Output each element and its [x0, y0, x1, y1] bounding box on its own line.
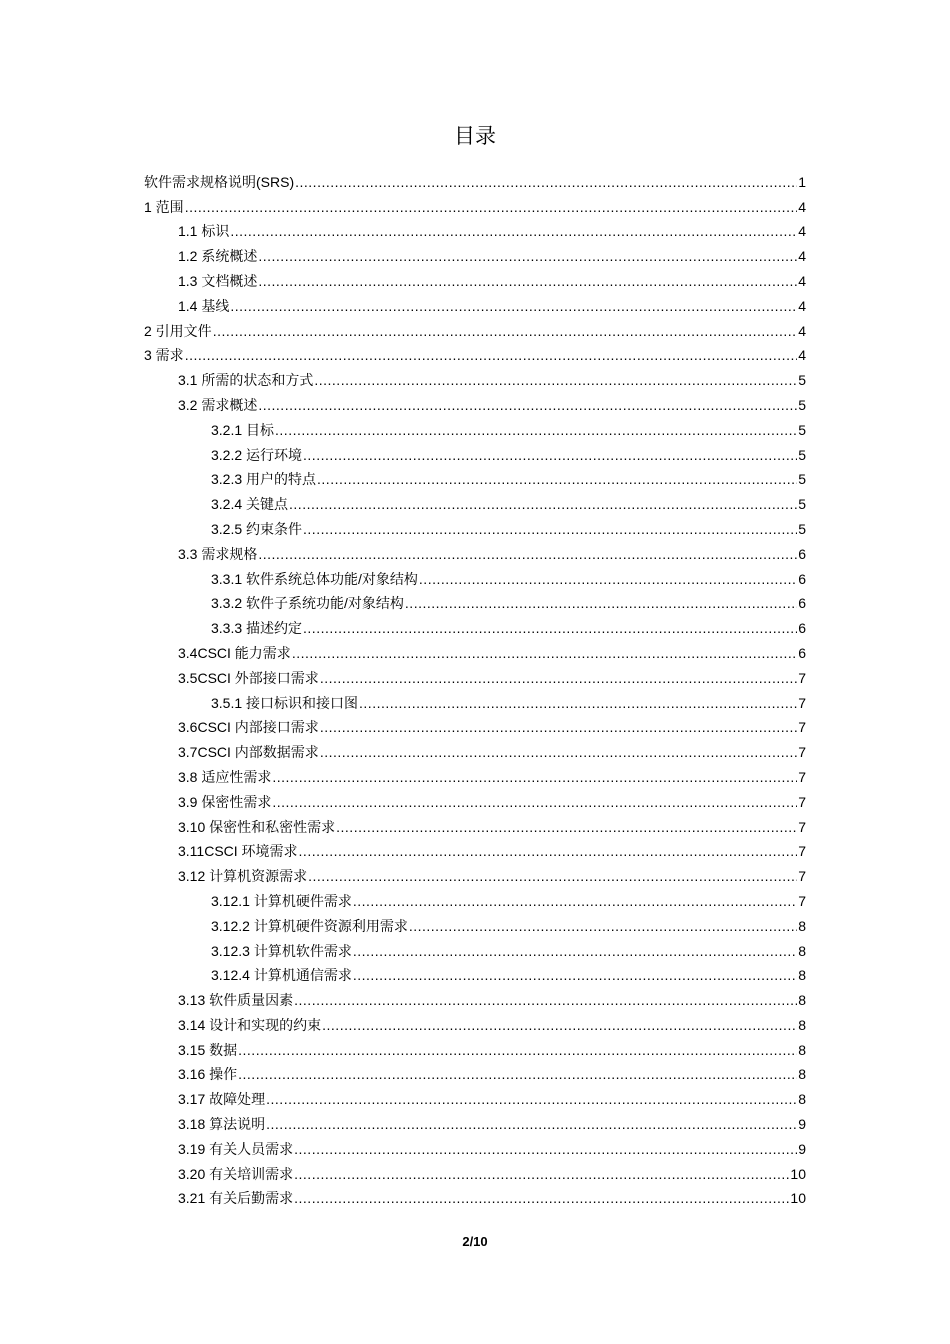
toc-entry-title: 3.12.4 计算机通信需求	[211, 967, 352, 984]
dot-leader	[303, 520, 797, 538]
dot-leader	[359, 694, 797, 712]
toc-entry-title: 3.5CSCI 外部接口需求	[178, 669, 319, 686]
dot-leader	[405, 594, 797, 612]
toc-entry-page: 7	[798, 868, 806, 885]
toc-entry-page: 8	[798, 967, 806, 984]
toc-entry[interactable]	[144, 1158, 806, 1183]
page-number-footer: 2/10	[462, 1234, 488, 1249]
dot-leader	[303, 619, 797, 637]
toc-entry[interactable]	[144, 687, 806, 712]
toc-entry[interactable]	[144, 315, 806, 340]
toc-entry[interactable]	[144, 612, 806, 637]
toc-entry-title: 3.3 需求规格	[178, 545, 258, 562]
dot-leader	[320, 718, 797, 736]
toc-entry-title: 3.3.2 软件子系统功能/对象结构	[211, 595, 404, 612]
toc-entry[interactable]	[144, 588, 806, 613]
toc-entry-page: 8	[798, 1041, 806, 1058]
toc-entry-title: 3.12.2 计算机硬件资源利用需求	[211, 917, 408, 934]
dot-leader	[213, 322, 798, 340]
toc-entry-title: 3.2 需求概述	[178, 396, 258, 413]
dot-leader	[294, 1140, 797, 1158]
toc-entry[interactable]	[144, 761, 806, 786]
toc-entry-title: 3.12 计算机资源需求	[178, 868, 308, 885]
dot-leader	[266, 1115, 797, 1133]
toc-entry-page: 7	[798, 892, 806, 909]
toc-entry-title: 3.3.3 描述约定	[211, 620, 303, 637]
toc-entry[interactable]	[144, 885, 806, 910]
dot-leader	[292, 644, 797, 662]
dot-leader	[419, 570, 797, 588]
toc-entry-page: 9	[798, 1140, 806, 1157]
toc-entry-page: 6	[798, 570, 806, 587]
toc-entry[interactable]	[144, 836, 806, 861]
dot-leader	[258, 247, 797, 265]
dot-leader	[314, 371, 797, 389]
toc-entry-title: 3.10 保密性和私密性需求	[178, 818, 336, 835]
dot-leader	[272, 793, 797, 811]
toc-entry-page: 5	[798, 471, 806, 488]
dot-leader	[294, 991, 797, 1009]
toc-entry-page: 8	[798, 1016, 806, 1033]
toc-entry-page: 5	[798, 421, 806, 438]
toc-entry[interactable]	[144, 1034, 806, 1059]
toc-entry-page: 7	[798, 694, 806, 711]
toc-entry-page: 5	[798, 446, 806, 463]
toc-entry-title: 3.2.4 关键点	[211, 496, 289, 513]
toc-entry[interactable]	[144, 166, 806, 191]
dot-leader	[258, 272, 797, 290]
toc-entry[interactable]	[144, 563, 806, 588]
toc-entry-page: 8	[798, 942, 806, 959]
toc-title: 目录	[454, 124, 496, 148]
toc-entry[interactable]	[144, 786, 806, 811]
toc-entry[interactable]	[144, 960, 806, 985]
toc-entry-title: 3.2.1 目标	[211, 421, 275, 438]
toc-entry[interactable]	[144, 240, 806, 265]
toc-entry[interactable]	[144, 191, 806, 216]
toc-entry[interactable]	[144, 662, 806, 687]
toc-entry[interactable]	[144, 910, 806, 935]
table-of-contents	[144, 166, 806, 1207]
toc-entry-page: 7	[798, 843, 806, 860]
dot-leader	[322, 1016, 797, 1034]
toc-entry-title: 3.8 适应性需求	[178, 768, 272, 785]
dot-leader	[295, 173, 797, 191]
toc-entry[interactable]	[144, 935, 806, 960]
toc-entry-title: 3.21 有关后勤需求	[178, 1190, 294, 1207]
toc-entry-page: 8	[798, 1091, 806, 1108]
toc-entry-title: 1.3 文档概述	[178, 272, 258, 289]
toc-entry-title: 2 引用文件	[144, 322, 212, 339]
toc-entry-page: 6	[798, 620, 806, 637]
toc-entry-title: 3.4CSCI 能力需求	[178, 644, 291, 661]
dot-leader	[272, 768, 797, 786]
toc-entry[interactable]	[144, 464, 806, 489]
toc-entry[interactable]	[144, 389, 806, 414]
toc-entry-page: 1	[798, 173, 806, 190]
toc-entry[interactable]	[144, 1083, 806, 1108]
dot-leader	[230, 222, 797, 240]
toc-entry[interactable]	[144, 290, 806, 315]
dot-leader	[266, 1090, 797, 1108]
toc-entry-title: 3.18 算法说明	[178, 1116, 266, 1133]
toc-entry-page: 6	[798, 644, 806, 661]
toc-entry-page: 10	[790, 1190, 806, 1207]
toc-entry-page: 4	[798, 297, 806, 314]
toc-entry-title: 3.20 有关培训需求	[178, 1165, 294, 1182]
toc-entry[interactable]	[144, 1059, 806, 1084]
toc-entry-page: 6	[798, 545, 806, 562]
dot-leader	[353, 966, 797, 984]
toc-entry-title: 软件需求规格说明(SRS)	[144, 173, 295, 190]
toc-entry-page: 7	[798, 768, 806, 785]
dot-leader	[353, 942, 797, 960]
dot-leader	[299, 842, 798, 860]
toc-entry[interactable]	[144, 439, 806, 464]
dot-leader	[320, 669, 797, 687]
toc-entry[interactable]	[144, 860, 806, 885]
dot-leader	[409, 917, 797, 935]
dot-leader	[185, 198, 798, 216]
dot-leader	[185, 346, 798, 364]
toc-entry-title: 1.1 标识	[178, 223, 230, 240]
toc-entry-title: 1 范围	[144, 198, 184, 215]
toc-entry-page: 9	[798, 1116, 806, 1133]
toc-entry[interactable]	[144, 340, 806, 365]
toc-entry-title: 3.17 故障处理	[178, 1091, 266, 1108]
toc-entry-page: 10	[790, 1165, 806, 1182]
toc-entry-title: 3.14 设计和实现的约束	[178, 1016, 322, 1033]
toc-entry-page: 8	[798, 992, 806, 1009]
toc-entry-title: 3 需求	[144, 347, 184, 364]
toc-entry[interactable]	[144, 513, 806, 538]
toc-entry-title: 3.2.3 用户的特点	[211, 471, 317, 488]
dot-leader	[294, 1189, 789, 1207]
toc-entry-page: 4	[798, 198, 806, 215]
toc-entry-page: 8	[798, 917, 806, 934]
dot-leader	[238, 1041, 797, 1059]
toc-entry-title: 3.2.2 运行环境	[211, 446, 303, 463]
toc-entry-page: 6	[798, 595, 806, 612]
toc-entry[interactable]	[144, 637, 806, 662]
toc-entry-title: 3.12.3 计算机软件需求	[211, 942, 352, 959]
dot-leader	[289, 495, 797, 513]
toc-entry-title: 3.5.1 接口标识和接口图	[211, 694, 359, 711]
toc-entry-page: 5	[798, 372, 806, 389]
dot-leader	[294, 1165, 789, 1183]
toc-entry-page: 7	[798, 793, 806, 810]
toc-entry-page: 4	[798, 248, 806, 265]
toc-entry-page: 4	[798, 223, 806, 240]
toc-entry-page: 8	[798, 1066, 806, 1083]
toc-entry-title: 3.3.1 软件系统总体功能/对象结构	[211, 570, 418, 587]
toc-entry[interactable]	[144, 414, 806, 439]
toc-entry[interactable]	[144, 216, 806, 241]
toc-entry-title: 3.15 数据	[178, 1041, 238, 1058]
toc-entry-title: 3.1 所需的状态和方式	[178, 372, 314, 389]
toc-entry-title: 1.4 基线	[178, 297, 230, 314]
toc-entry-title: 1.2 系统概述	[178, 248, 258, 265]
toc-entry[interactable]	[144, 265, 806, 290]
toc-entry[interactable]	[144, 1183, 806, 1208]
toc-entry-title: 3.11CSCI 环境需求	[178, 843, 298, 860]
dot-leader	[275, 421, 797, 439]
toc-entry-page: 4	[798, 322, 806, 339]
toc-entry-title: 3.19 有关人员需求	[178, 1140, 294, 1157]
dot-leader	[308, 867, 797, 885]
dot-leader	[258, 396, 797, 414]
toc-entry-page: 7	[798, 719, 806, 736]
toc-entry-title: 3.12.1 计算机硬件需求	[211, 892, 352, 909]
toc-entry-title: 3.13 软件质量因素	[178, 992, 294, 1009]
toc-entry[interactable]	[144, 1009, 806, 1034]
toc-entry[interactable]	[144, 1133, 806, 1158]
dot-leader	[336, 818, 797, 836]
toc-entry[interactable]	[144, 984, 806, 1009]
dot-leader	[238, 1065, 797, 1083]
toc-entry-page: 7	[798, 818, 806, 835]
toc-entry[interactable]	[144, 712, 806, 737]
toc-entry[interactable]	[144, 1108, 806, 1133]
toc-entry-title: 3.6CSCI 内部接口需求	[178, 719, 319, 736]
toc-entry[interactable]	[144, 364, 806, 389]
toc-entry[interactable]	[144, 538, 806, 563]
dot-leader	[230, 297, 797, 315]
toc-entry[interactable]	[144, 488, 806, 513]
toc-entry-page: 5	[798, 496, 806, 513]
dot-leader	[317, 470, 797, 488]
toc-entry-title: 3.16 操作	[178, 1066, 238, 1083]
dot-leader	[353, 892, 797, 910]
toc-entry[interactable]	[144, 811, 806, 836]
toc-entry[interactable]	[144, 736, 806, 761]
toc-entry-title: 3.7CSCI 内部数据需求	[178, 744, 319, 761]
toc-entry-page: 7	[798, 744, 806, 761]
toc-entry-title: 3.9 保密性需求	[178, 793, 272, 810]
toc-entry-page: 5	[798, 520, 806, 537]
toc-entry-title: 3.2.5 约束条件	[211, 520, 303, 537]
dot-leader	[320, 743, 797, 761]
dot-leader	[258, 545, 797, 563]
toc-entry-page: 5	[798, 396, 806, 413]
dot-leader	[303, 446, 797, 464]
toc-entry-page: 4	[798, 347, 806, 364]
toc-entry-page: 4	[798, 272, 806, 289]
toc-entry-page: 7	[798, 669, 806, 686]
